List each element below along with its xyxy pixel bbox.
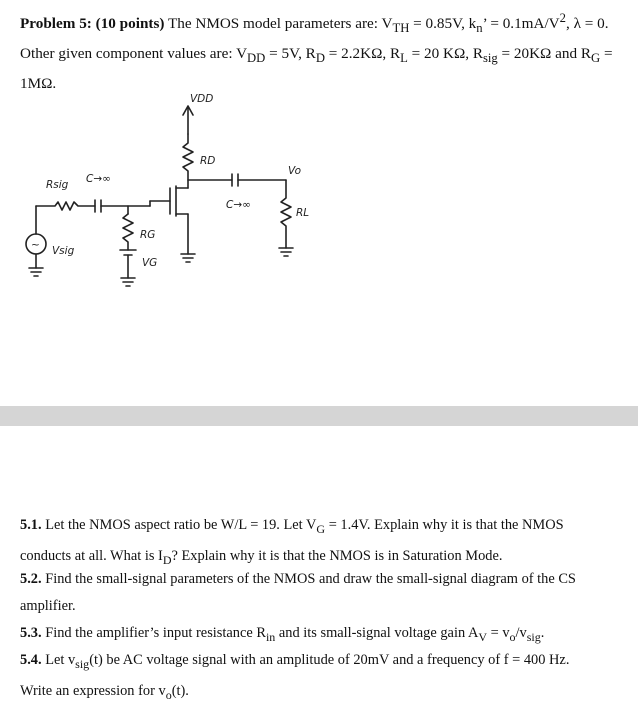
c1-label: C→∞ [86, 173, 111, 185]
c2-label: C→∞ [226, 199, 251, 211]
circuit-diagram [0, 88, 638, 308]
rsig-resistor-icon [36, 202, 95, 210]
problem-line-3: 1MΩ. [20, 75, 57, 93]
question-5-1: 5.1. Let the NMOS aspect ratio be W/L = 19. Let $V_G = 1.4V$. Explain why it is that the NMOS conducts at all. What is $I_D$? Explain why it is that the NMOS is in Saturation Mode. [20, 517, 564, 567]
rd-label: RD [200, 155, 216, 167]
rg-resistor-icon [123, 214, 133, 250]
vg-label: VG [142, 257, 158, 269]
problem-line-1: Problem 5: (10 points) The NMOS model parameters are: $V_{TH} = 0.85V$, $k_n$’ = $0.1mA/V^2$, λ = 0. [20, 11, 609, 36]
rl-label: RL [296, 207, 310, 219]
rg-label: RG [140, 229, 156, 241]
circuit-svg [0, 88, 638, 308]
rl-resistor-icon [281, 180, 291, 248]
vo-label: Vo [288, 165, 301, 177]
vdd-label: VDD [190, 93, 214, 105]
vsig-label: Vsig [52, 245, 75, 257]
question-5-2: 5.2. Find the small-signal parameters of the NMOS and draw the small-signal diagram of the CS amplifier. [20, 571, 576, 614]
question-5-4: 5.4. Let $v_{sig}(t)$ be AC voltage signal with an amplitude of 20mV and a frequency of f = 400 Hz. Write an expression for $v_o(t)$. [20, 652, 570, 702]
problem-statement [20, 6, 624, 96]
source-tilde-label: ~ [31, 239, 40, 251]
question-5-3: 5.3. Find the amplifier’s input resistance $R_{in}$ and its small-signal voltage gain $A_V = v_o/v_{sig}$. [20, 625, 545, 644]
problem-line-2: Other given component values are: $V_{DD} = 5V$, $R_D = 2.2K\Omega$, $R_L = 20$ KΩ, $R_{sig} = 20K\Omega$ and $R_G$ = [20, 45, 613, 66]
problem-title: Problem 5: (10 points) [20, 15, 165, 33]
rsig-label: Rsig [46, 179, 69, 191]
separator-band [0, 406, 638, 426]
